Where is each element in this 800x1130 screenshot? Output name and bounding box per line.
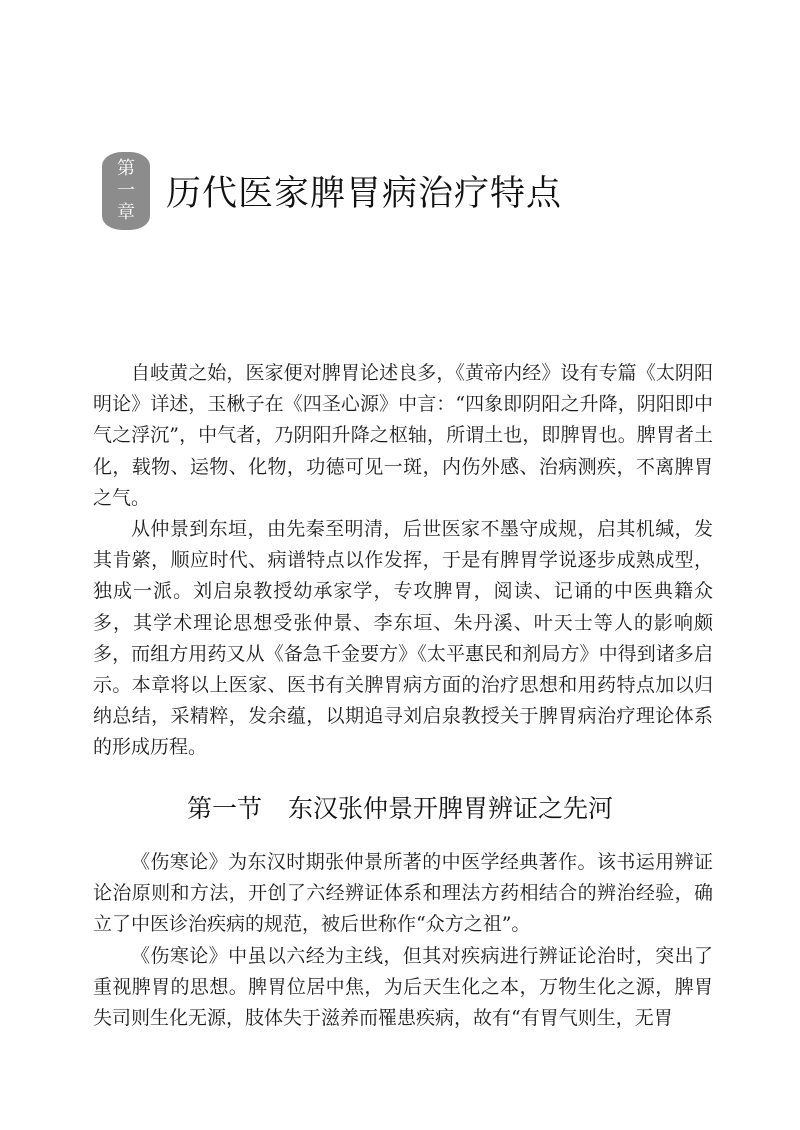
paragraph: 从仲景到东垣，由先秦至明清，后世医家不墨守成规，启其机缄，发其肯綮，顺应时代、病谱特点以作发挥，于是有脾胃学说逐步成熟成型，独成一派。刘启泉教授幼承家学，专攻脾胃，阅读、记诵的中医典籍众多，其学术理论思想受张仲景、李东垣、朱丹溪、叶天士等人的影响颇多，而组方用药又从《备急千金要方》《太平惠民和剂局方》中得到诸多启示。本章将以上医家、医书有关脾胃病方面的治疗思想和用药特点加以归纳总结，采精粹，发余蕴，以期追寻刘启泉教授关于脾胃病治疗理论体系的形成历程。 [93,518,713,759]
chapter-badge-char: 章 [117,202,135,223]
section-heading: 东汉张仲景开脾胃辨证之先河 [288,794,614,823]
section-title [0,789,800,825]
intro-text [93,358,713,764]
chapter-badge-char: 第 [117,158,135,179]
paragraph: 《伤寒论》为东汉时期张仲景所著的中医学经典著作。该书运用辨证论治原则和方法，开创了六经辨证体系和理法方药相结合的辨治经验，确立了中医诊治疾病的规范，被后世称作“众方之祖”。 [93,851,713,936]
section-number: 第一节 [186,794,262,823]
chapter-title: 历代医家脾胃病治疗特点 [166,174,563,214]
section-text [93,847,713,1034]
paragraph: 自岐黄之始，医家便对脾胃论述良多，《黄帝内经》设有专篇《太阴阳明论》详述，玉楸子在《四圣心源》中言：“四象即阴阳之升降，阴阳即中气之浮沉”，中气者，乃阴阳升降之枢轴，所谓土也，即脾胃也。脾胃者土化，载物、运物、化物，功德可见一斑，内伤外感、治病测疾，不离脾胃之气。 [93,362,713,509]
paragraph: 《伤寒论》中虽以六经为主线，但其对疾病进行辨证论治时，突出了重视脾胃的思想。脾胃位居中焦，为后天生化之本，万物生化之源，脾胃失司则生化无源，肢体失于滋养而罹患疾病，故有“有胃气则生，无胃 [93,944,713,1030]
chapter-badge-char: 一 [117,180,135,201]
chapter-header [102,152,562,230]
chapter-badge [102,152,150,230]
